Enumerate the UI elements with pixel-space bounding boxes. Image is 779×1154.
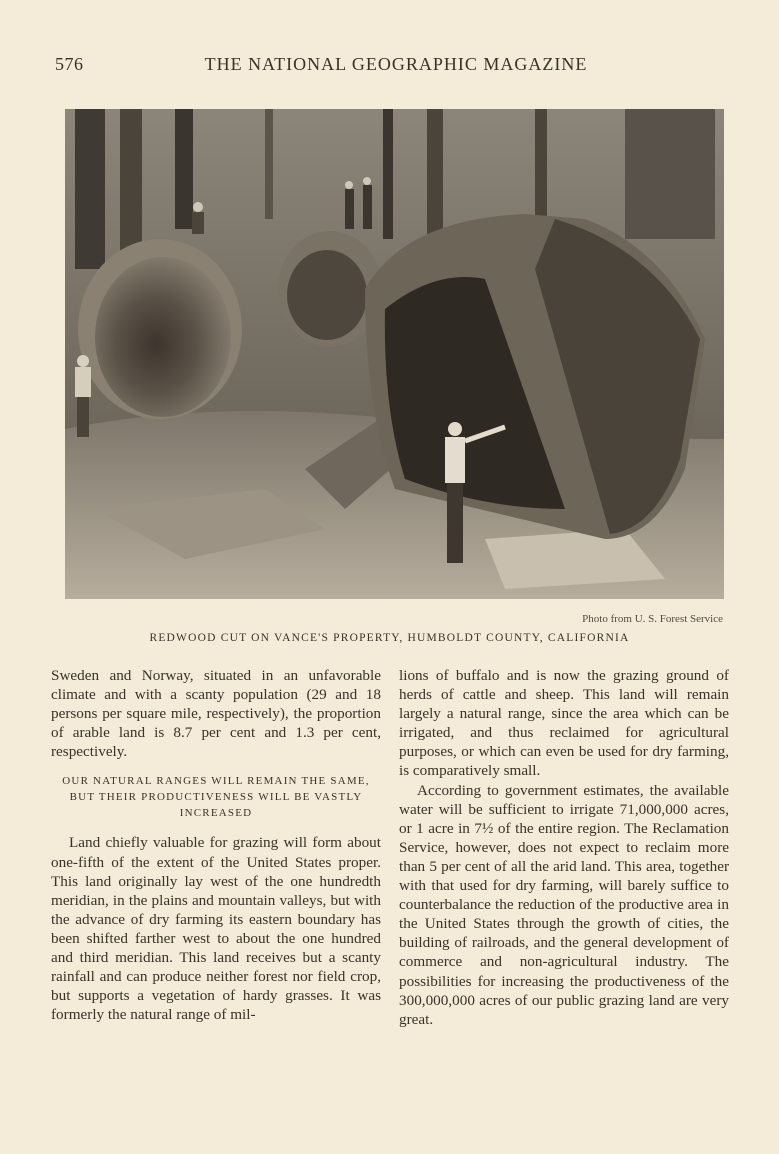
page-header <box>55 54 723 80</box>
running-head: THE NATIONAL GEOGRAPHIC MAGAZINE <box>204 54 588 74</box>
photograph-illustration <box>65 109 724 599</box>
redwood-photograph <box>65 109 724 599</box>
right-paragraph-1: lions of buffalo and is now the grazing ground of herds of cattle and sheep. This land will remain largely a natural range, since the area which can be irrigated, and thus reclaimed for agricultural purposes, or which can even be used for dry farming, is comparatively small. <box>399 667 729 780</box>
right-column <box>399 666 729 1029</box>
right-paragraph-2: According to government estimates, the available water will be sufficient to irrigate 71,000,000 acres, or 1 acre in 7½ of the entire region. The Reclamation Service, however, does not expect to reclaim more than 5 per cent of all the arid land. This area, together with that used for dry farming, will barely suffice to counterbalance the reduction of the productive area in the United States through the growth of cities, the building of railroads, and the general development of commerce and non-agricultural industry. The possibilities for increasing the productiveness of the 300,000,000 acres of our public grazing land are very great. <box>399 781 729 1028</box>
left-paragraph-1: Sweden and Norway, situated in an unfavorable climate and with a scanty population (29 and 18 persons per square mile, respectively), the proportion of arable land is 8.7 per cent and 1.3 per cent, respectively. <box>51 667 381 761</box>
photo-credit: Photo from U. S. Forest Service <box>582 613 723 625</box>
photo-caption: REDWOOD CUT ON VANCE'S PROPERTY, HUMBOLDT COUNTY, CALIFORNIA <box>149 632 630 644</box>
left-column <box>51 666 381 1024</box>
left-paragraph-2: Land chiefly valuable for grazing will form about one-fifth of the extent of the United States proper. This land originally lay west of the one hundredth meridian, in the plains and mountain valleys, but with the advance of dry farming its eastern boundary has been shifted farther west to about the one hundred and third meridian. This land receives but a scanty rainfall and can produce neither forest nor field crop, but supports a vegetation of hardy grasses. It was formerly the natural range of mil- <box>51 834 381 1024</box>
page-number: 576 <box>55 54 84 74</box>
section-heading: OUR NATURAL RANGES WILL REMAIN THE SAME, BUT THEIR PRODUCTIVENESS WILL BE VASTLY INCREASED <box>62 775 370 820</box>
